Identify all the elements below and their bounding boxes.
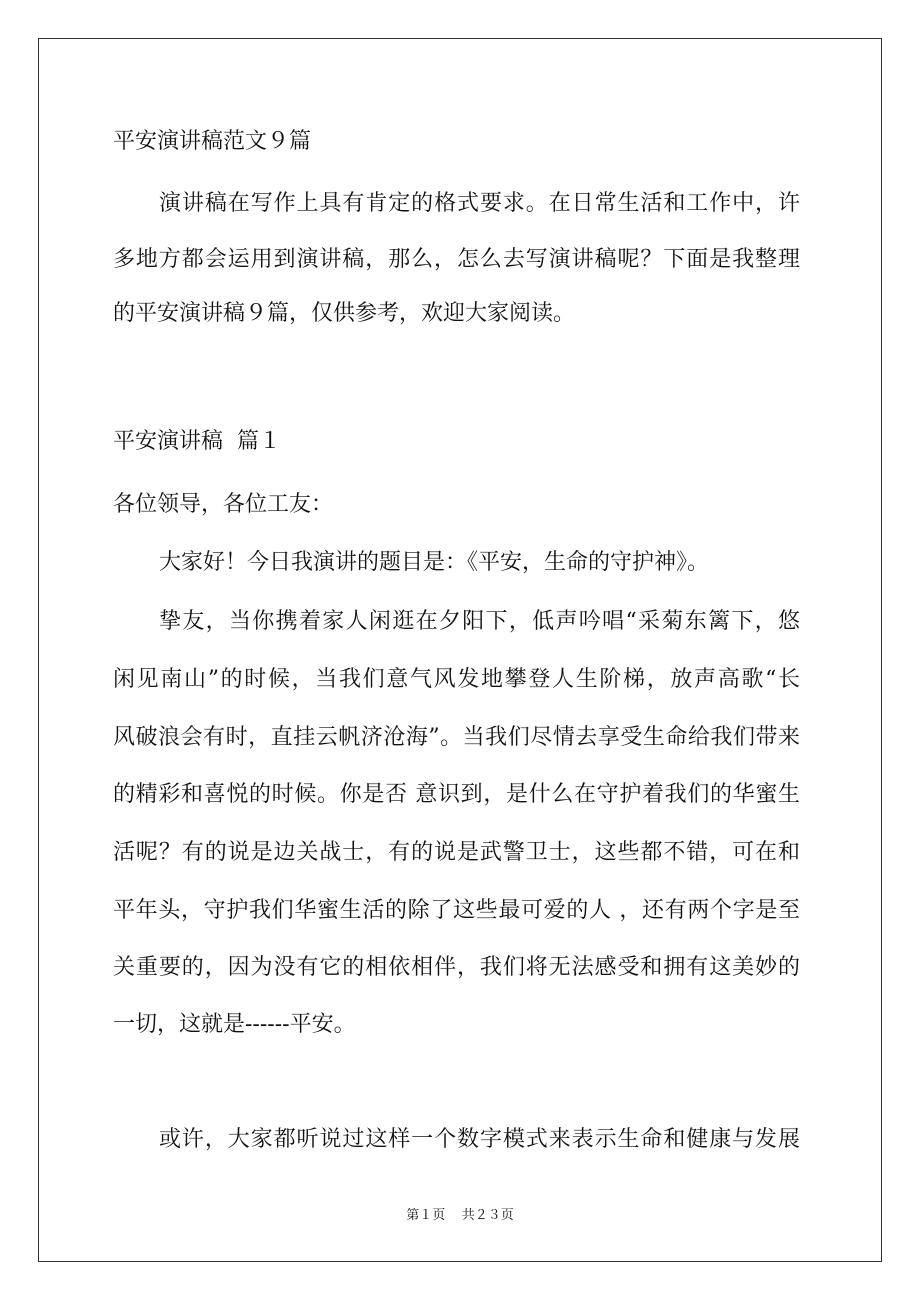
body-line: 风破浪会有时，直挂云帆济沧海”。当我们尽情去享受生命给我们带来 <box>113 725 800 750</box>
body-line: 平年头，守护我们华蜜生活的除了这些最可爱的人 ，还有两个字是至 <box>113 898 800 923</box>
body-line: 一切，这就是------平安。 <box>113 1012 356 1037</box>
body-line: 或许，大家都听说过这样一个数字模式来表示生命和健康与发展 <box>159 1127 800 1152</box>
body-line: 关重要的，因为没有它的相依相伴，我们将无法感受和拥有这美妙的 <box>113 955 800 980</box>
intro-line: 的平安演讲稿９篇，仅供参考，欢迎大家阅读。 <box>113 301 576 326</box>
body-line: 闲见南山”的时候，当我们意气风发地攀登人生阶梯，放声高歌“长 <box>113 667 800 692</box>
body-line: 的精彩和喜悦的时候。你是否 意识到，是什么在守护着我们的华蜜生 <box>113 782 800 807</box>
page-number: 第１页 共２３页 <box>406 1208 514 1223</box>
intro-line: 多地方都会运用到演讲稿，那么，怎么去写演讲稿呢？下面是我整理 <box>113 247 800 272</box>
document-title: 平安演讲稿范文９篇 <box>113 129 312 154</box>
page-border <box>38 38 882 1262</box>
intro-line: 演讲稿在写作上具有肯定的格式要求。在日常生活和工作中，许 <box>159 191 800 216</box>
section-heading: 平安演讲稿 篇１ <box>113 429 281 454</box>
body-line: 活呢？有的说是边关战士，有的说是武警卫士，这些都不错，可在和 <box>113 840 800 865</box>
opening-line: 大家好！今日我演讲的题目是：《平安，生命的守护神》。 <box>159 550 710 575</box>
salutation: 各位领导，各位工友： <box>113 492 334 517</box>
body-line: 挚友，当你携着家人闲逛在夕阳下，低声吟唱“采菊东篱下，悠 <box>159 609 800 634</box>
